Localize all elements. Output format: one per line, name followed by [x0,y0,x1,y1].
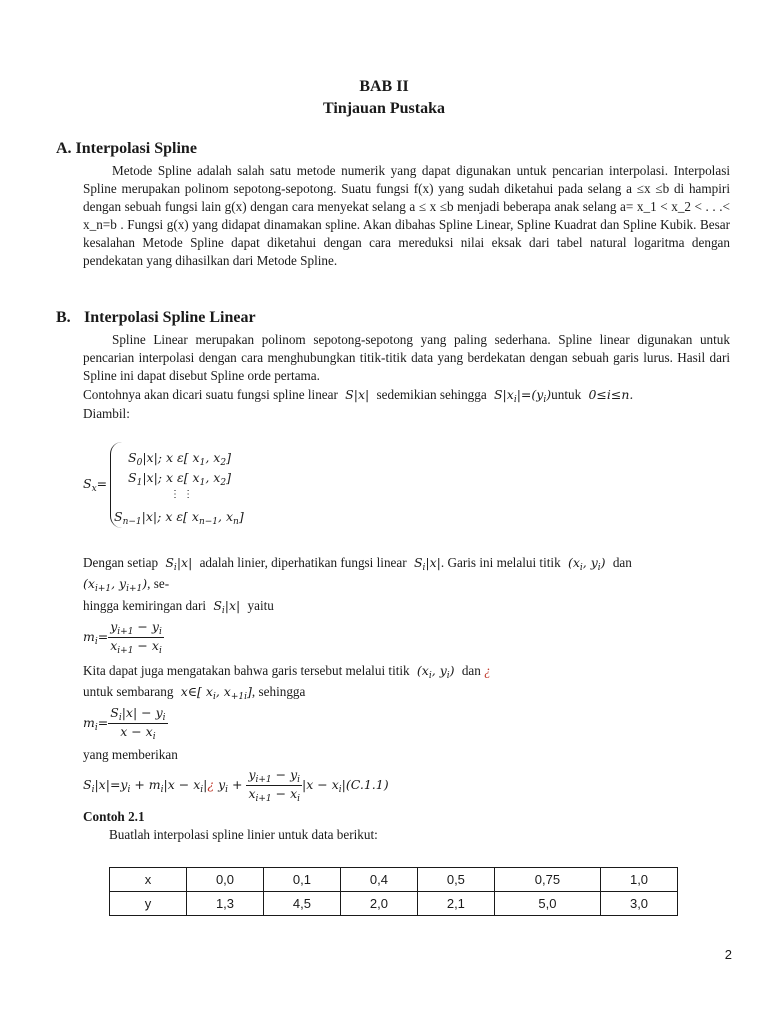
math-condition: $S|x_i|=(y_i)$ [490,387,552,405]
section-a-heading: A. Interpolasi Spline [56,140,197,157]
kita-text-a: Kita dapat juga mengatakan bahwa garis tersebut melalui titik [83,663,410,678]
section-a-paragraph: Metode Spline adalah salah satu metode numerik yang dapat digunakan untuk pencarian interpolasi. Interpolasi Spline merupakan polinom sepotong-sepotong. Suatu fungsi f(x) yang sudah diketahui pada selang a ≤x ≤b di hampiri dengan sebuah fungsi lain g(x) dengan cara menyekat selang a ≤ x ≤b menjadi beberapa anak selang a= x_1 < x_2 < . . .< x_n=b . Fungsi g(x) yang didapat dinamakan spline. Akan dibahas Spline Linear, Spline Kuadrat dan Spline Kubik. Besar kesalahan Metode Spline dapat diketahui dengan cara mereduksi nilai eksak dari tabel natural logaritma dengan pendekatan yang dihasilkan dari Metode Spline. [83,163,730,268]
table-cell: 2,0 [340,892,417,916]
kita-text-b: dan [461,663,481,678]
table-cell: 4,5 [263,892,340,916]
page-number: 2 [724,947,732,962]
table-cell: 0,0 [187,868,264,892]
data-table [109,867,678,916]
math-slope-1: $m_i=$ $\frac{y_{i+1} - y_i}{x_{i+1} - x_i}$ [83,619,162,656]
yaitu-text: yaitu [247,598,274,613]
contohnya-text-c: untuk [551,387,582,402]
dengan-setiap-text-d: dan [612,555,632,570]
table-row-x [110,868,678,892]
math-slope-2: $m_i=$ $\frac{S_i|x| - y_i}{x - x_i}$ [83,705,166,742]
table-cell: 0,4 [340,868,417,892]
math-range: 0≤i≤n. [584,387,634,402]
dengan-setiap-text-c: . Garis ini melalui titik [440,555,561,570]
dengan-setiap-text-b: adalah linier, diperhatikan fungsi linear [199,555,407,570]
contohnya-line [83,387,633,405]
kita-line [83,663,491,681]
table-cell: 1,3 [187,892,264,916]
table-row-y [110,892,678,916]
untuk-sembarang-text-b: , sehingga [251,684,306,699]
section-b-label: B. [56,309,71,326]
math-vdots: ⋮ ⋮ [170,489,194,500]
odd-glyph: ¿ [484,663,491,678]
equation-label: (C.1.1) [345,777,389,792]
hingga-text: hingga kemiringan dari [83,598,207,613]
table-cell: 5,0 [494,892,600,916]
untuk-sembarang-line [83,684,305,702]
math-linear-spline-equation: $S_i|x|=y_i + m_i|x$ − $x_i|¿$ $y_i$ + $\frac{y_{i+1} - y_i}{x_{i+1} - x_i}$ $|x - x_i|(C.1.1)$ [83,767,389,804]
table-cell: 2,1 [417,892,494,916]
dengan-setiap-text-a: Dengan setiap [83,555,159,570]
contohnya-text-a: Contohnya akan dicari suatu fungsi spline linear [83,387,338,402]
table-cell: 3,0 [601,892,678,916]
math-point-xi-yi: ($x_i$, $y_i$) [563,555,610,573]
math-point-xi-yi-2: ($x_i$, $y_i$) [412,663,459,681]
next-point-line [83,576,169,594]
example-instruction: Buatlah interpolasi spline linier untuk data berikut: [109,827,378,842]
yang-memberikan-label: yang memberikan [83,747,178,762]
math-piece-1: $S_1|x|$; x ε[ $x_1$, $x_2$] [128,470,231,488]
odd-glyph-2: ¿ [207,777,215,792]
section-b-heading: Interpolasi Spline Linear [84,309,256,326]
table-cell: 1,0 [601,868,678,892]
table-cell: 0,75 [494,868,600,892]
example-heading: Contoh 2.1 [83,809,145,824]
dengan-setiap-line [83,555,730,573]
math-si-x-2: $S_i|x|$ [409,555,441,573]
table-cell-header-x: x [110,868,187,892]
math-x-in-interval: x∈[ $x_i$, $x_{+1i}$] [176,684,252,702]
math-sx-lhs: $S_x=$ [83,476,108,494]
se-text: , se- [147,576,170,591]
math-s-of-x: S|x| [341,387,374,402]
math-si-x-3: $S_i|x|$ [209,598,245,616]
table-cell: 0,5 [417,868,494,892]
math-point-next: ($x_{i+1}$, $y_{i+1}$) [83,576,148,594]
diambil-label: Diambil: [83,406,130,421]
contohnya-text-b: sedemikian sehingga [376,387,487,402]
table-cell: 0,1 [263,868,340,892]
hingga-line [83,598,274,616]
math-piece-n: $S_{n-1}|x|$; x ε[ $x_{n-1}$, $x_n$] [114,509,244,527]
math-piece-0: $S_0|x|$; x ε[ $x_1$, $x_2$] [128,450,231,468]
chapter-title: Tinjauan Pustaka [323,100,445,117]
section-b-paragraph: Spline Linear merupakan polinom sepotong-sepotong yang paling sederhana. Spline linear digunakan untuk pencarian interpolasi dengan cara menghubungkan titik-titik data yang berdekatan dengan sebuah garis lurus. Hasil dari Spline ini dapat disebut Spline orde pertama. [83,332,730,383]
math-si-x: $S_i|x|$ [161,555,197,573]
table-cell-header-y: y [110,892,187,916]
untuk-sembarang-text-a: untuk sembarang [83,684,174,699]
chapter-label: BAB II [359,78,409,95]
